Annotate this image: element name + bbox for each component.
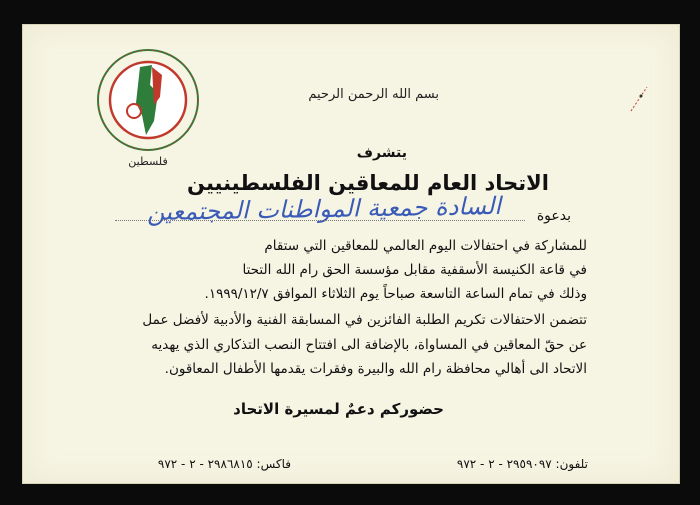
body-line-6: الاتحاد الى أهالي محافظة رام الله والبيرة وفقرات يقدمها الأطفال المعاقون. [164,361,587,377]
invitation-card [22,24,680,484]
organization-name: الاتحاد العام للمعاقين الفلسطينيين [187,171,549,195]
organization-logo [88,45,208,170]
logo-caption: فلسطين [128,155,168,168]
body-line-3: وذلك في تمام الساعة التاسعة صباحاً يوم الثلاثاء الموافق ١٩٩٩/١٢/٧. [204,286,587,302]
phone-number: تلفون: ٢٩٥٩٠٩٧ - ٢ - ٩٧٢ [456,457,588,471]
body-line-2: في قاعة الكنيسة الأسقفية مقابل مؤسسة الحق رام الله التحتا [242,262,587,278]
body-line-4: تتضمن الاحتفالات تكريم الطلبة الفائزين في المسابقة الفنية والأدبية لأفضل عمل [142,312,587,328]
invitee-handwriting: السادة جمعية المواطنات المجتمعين [146,191,502,227]
ink-mark [627,81,651,115]
bismillah: بسم الله الرحمن الرحيم [308,87,439,102]
closing-text: حضوركم دعمٌ لمسيرة الاتحاد [233,400,444,418]
body-line-5: عن حقّ المعاقين في المساواة، بالإضافة الى افتتاح النصب التذكاري الذي يهديه [151,337,587,353]
dotted-line [115,220,525,221]
body-line-1: للمشاركة في احتفالات اليوم العالمي للمعاقين التي ستقام [264,238,587,254]
invite-label: بدعوة [536,208,571,224]
honor-text: يتشرف [356,145,407,161]
fax-number: فاكس: ٢٩٨٦٨١٥ - ٢ - ٩٧٢ [157,457,291,471]
